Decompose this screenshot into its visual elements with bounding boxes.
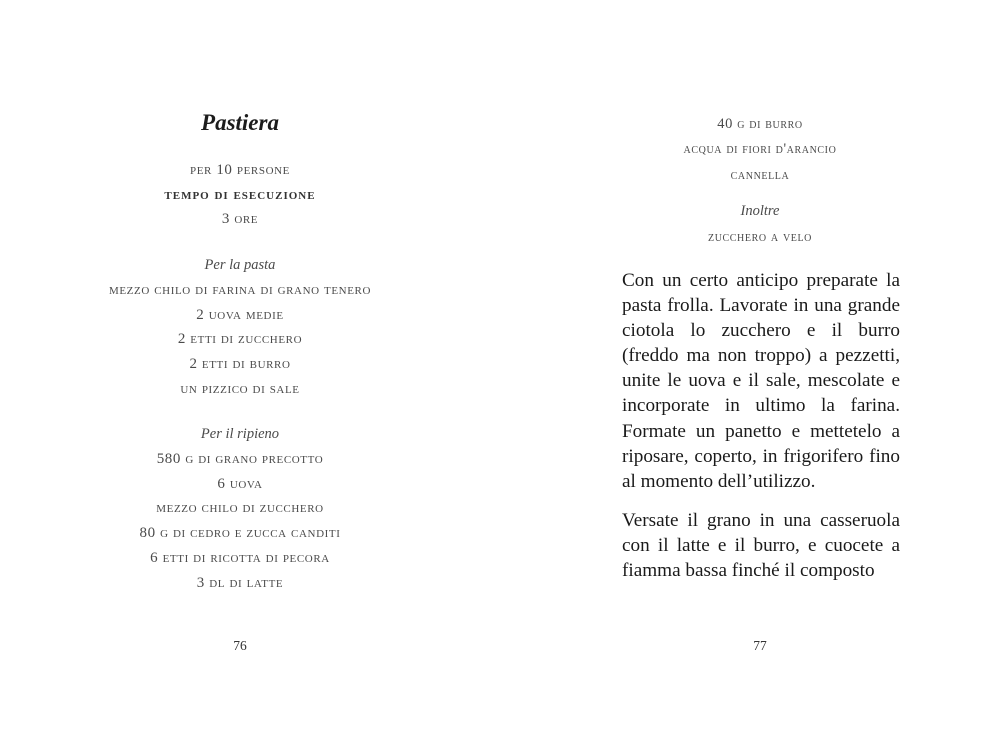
spacer bbox=[100, 401, 380, 422]
instruction-paragraph-2: Versate il grano in una casseruola con il latte e il burro, e cuocete a fiamma bassa finché il composto bbox=[622, 510, 900, 582]
ingredient-item: 2 etti di burro bbox=[189, 355, 291, 372]
ingredient-item: 6 uova bbox=[217, 475, 263, 492]
instruction-paragraph-1: Con un certo anticipo preparate la pasta frolla. Lavorate in una grande ciotola lo zucchero e il burro (freddo ma non troppo) a pezzetti, unite le uova e il sale, mescolate e incorporate in ultimo la farina. Formate un panetto e mettetelo a riposare, coperto, in frigorifero fino al momento dell’utilizzo. bbox=[622, 270, 900, 492]
ingredient-item: cannella bbox=[730, 166, 790, 183]
ingredient-item: 3 dl di latte bbox=[196, 574, 284, 591]
ingredient-item: 580 g di grano precotto bbox=[156, 451, 324, 468]
ingredient-item: acqua di fiori d'arancio bbox=[683, 141, 837, 158]
pasta-heading: Per la pasta bbox=[204, 257, 276, 274]
extra-heading: Inoltre bbox=[740, 203, 780, 220]
ingredient-item: un pizzico di sale bbox=[180, 380, 300, 397]
spacer bbox=[640, 188, 880, 199]
filling-ingredient-list bbox=[100, 447, 380, 595]
ingredient-item: 2 uova medie bbox=[196, 306, 284, 323]
page-number-left: 76 bbox=[233, 638, 247, 653]
filling-ingredient-list-cont bbox=[640, 112, 880, 188]
time-label: tempo di esecuzione bbox=[164, 186, 316, 203]
recipe-title: Pastiera bbox=[201, 110, 279, 135]
servings-text: per 10 persone bbox=[190, 162, 290, 178]
page-number-right: 77 bbox=[753, 638, 767, 653]
left-recipe-header bbox=[100, 108, 380, 595]
right-ingredients bbox=[640, 112, 880, 250]
extra-ingredient-list bbox=[640, 225, 880, 250]
ingredient-item: 40 g di burro bbox=[717, 116, 803, 132]
filling-heading: Per il ripieno bbox=[200, 426, 280, 443]
ingredient-item: zucchero a velo bbox=[707, 228, 813, 245]
time-value: 3 ore bbox=[221, 211, 259, 228]
ingredient-item: 2 etti di zucchero bbox=[177, 331, 303, 348]
ingredient-item: 6 etti di ricotta di pecora bbox=[150, 549, 330, 566]
ingredient-item: mezzo chilo di zucchero bbox=[156, 500, 324, 517]
pasta-ingredient-list bbox=[100, 278, 380, 402]
spacer bbox=[100, 232, 380, 253]
right-page bbox=[500, 0, 1000, 729]
ingredient-item: mezzo chilo di farina di grano tenero bbox=[108, 281, 372, 298]
ingredient-item: 80 g di cedro e zucca canditi bbox=[139, 525, 341, 542]
